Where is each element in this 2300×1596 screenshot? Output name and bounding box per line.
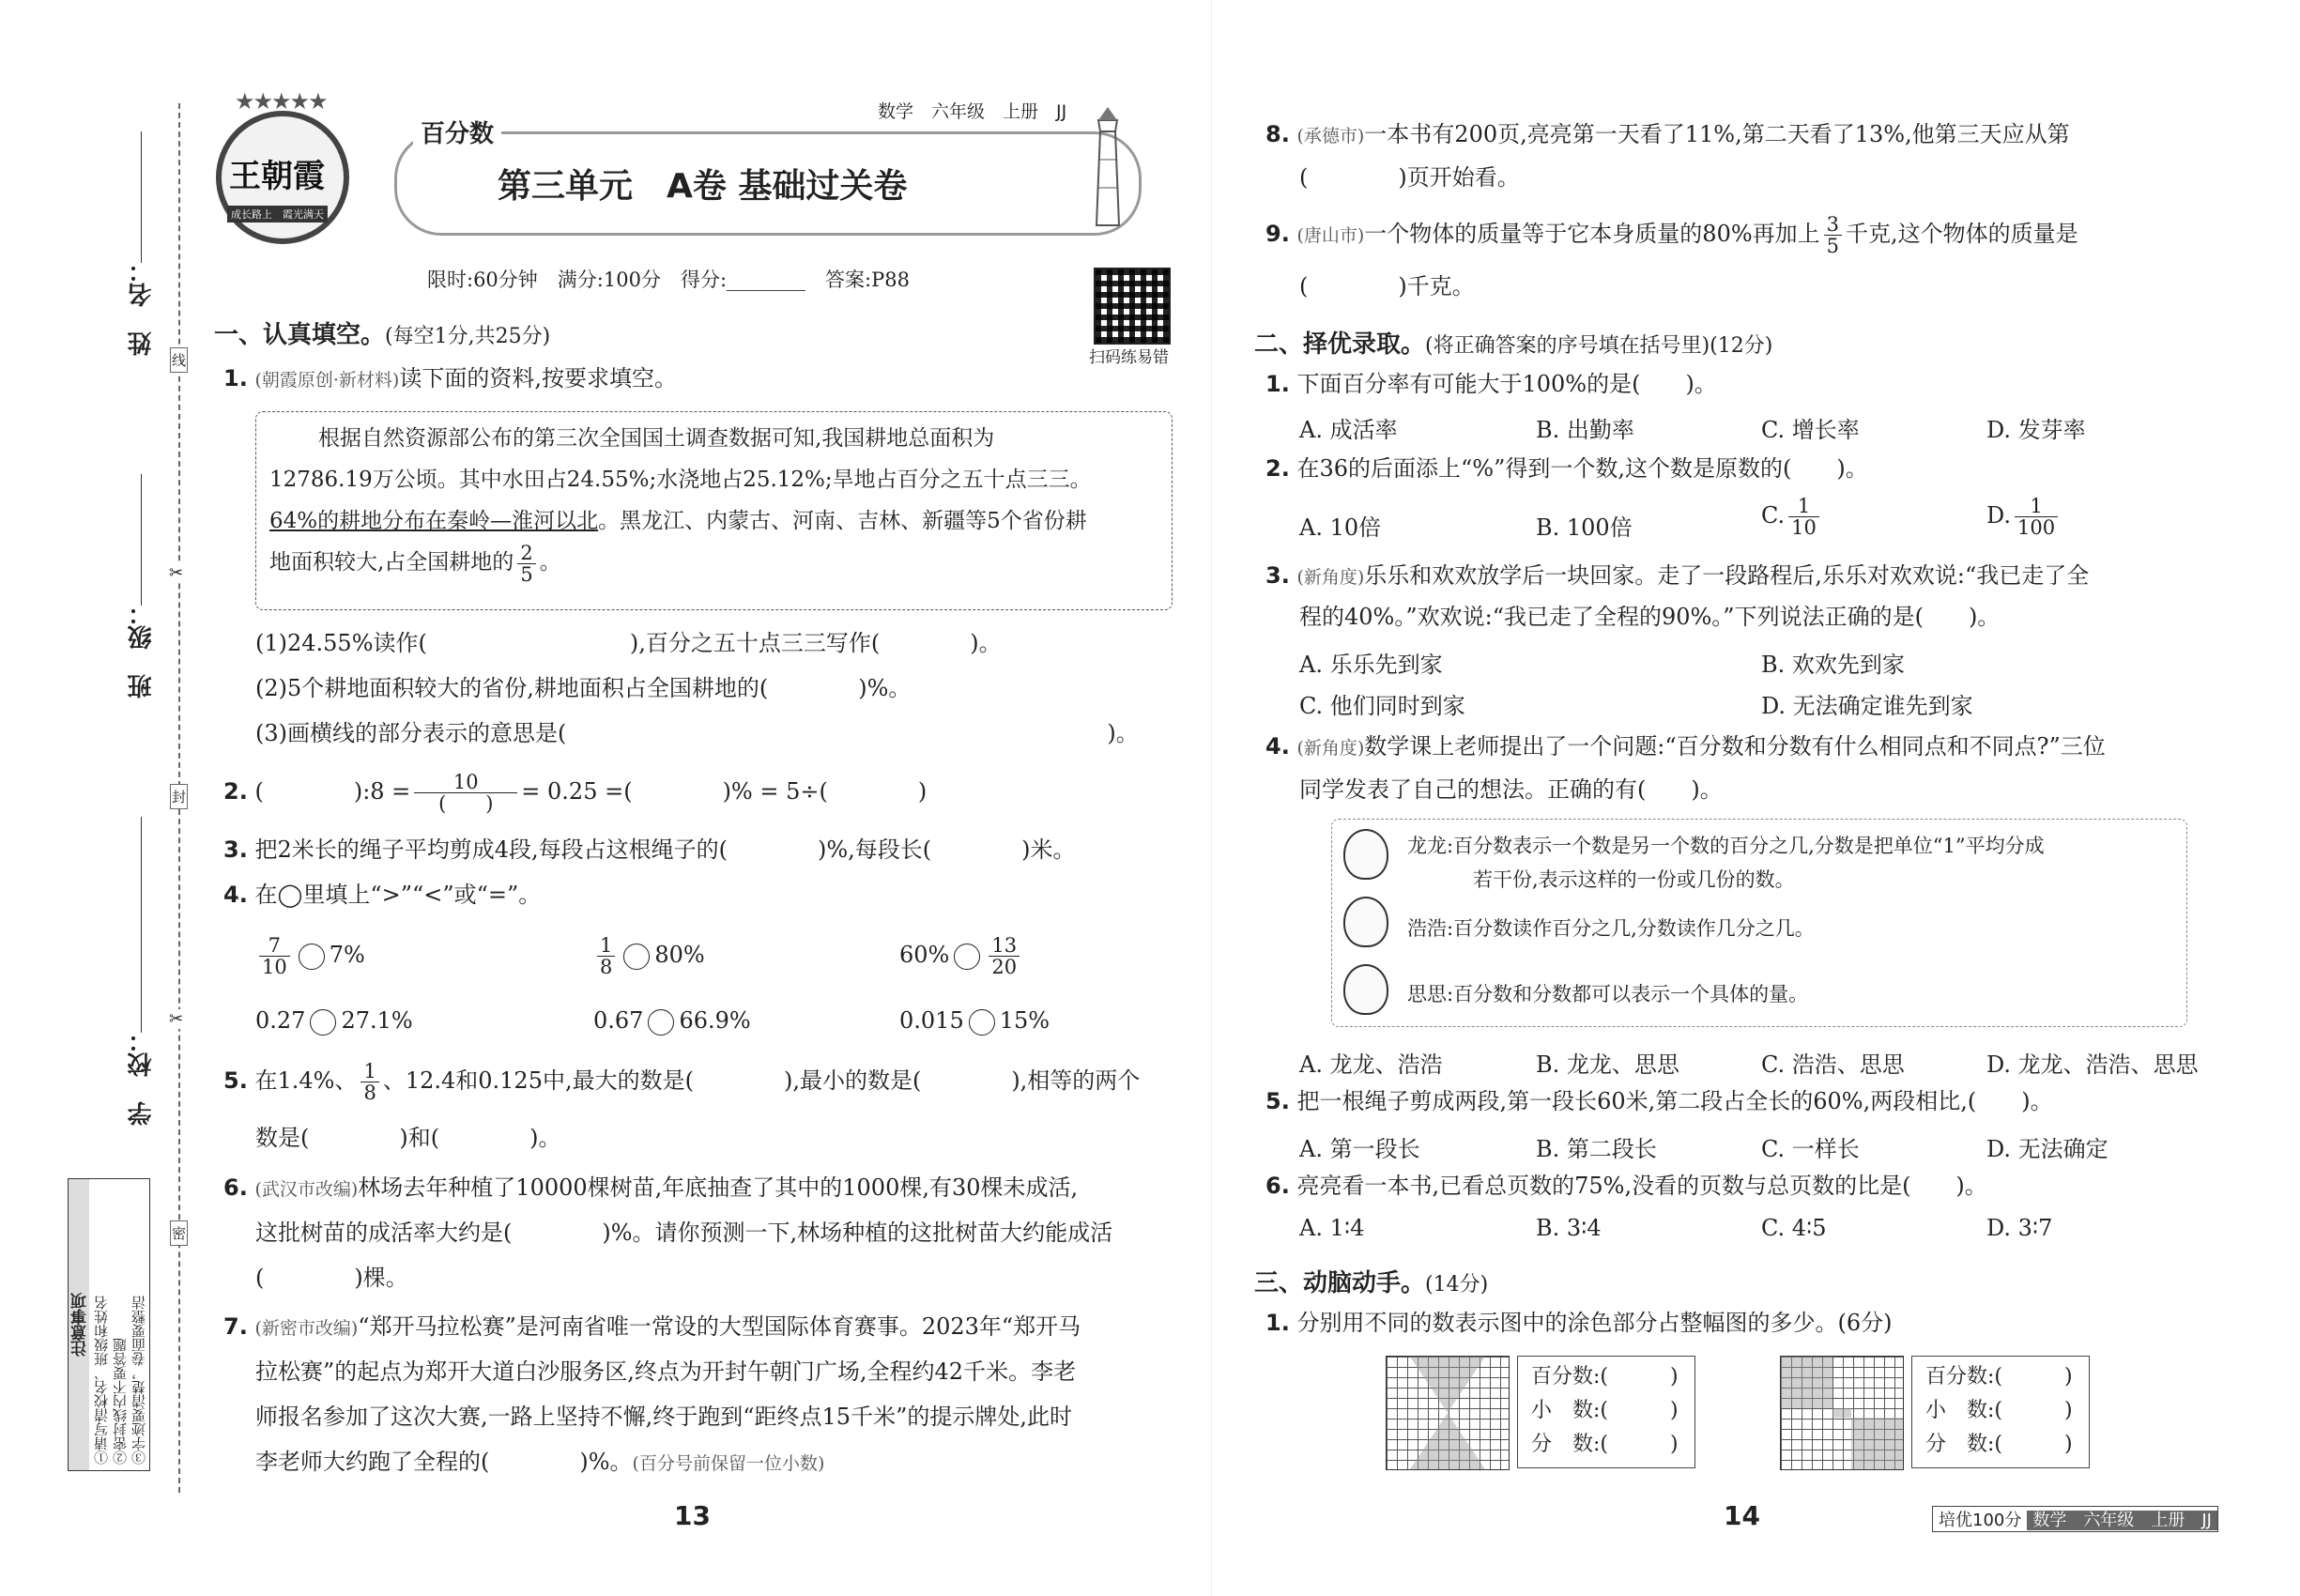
choice-6-option-c[interactable]: C. 4∶5 (1761, 1215, 1827, 1241)
choice-5-option-b[interactable]: B. 第二段长 (1536, 1136, 1657, 1162)
notice-item-2: ②密封线内不要答题 (112, 1338, 129, 1465)
choice-6-option-d[interactable]: D. 3∶7 (1986, 1215, 2053, 1241)
answer-box-1 (1517, 1356, 1695, 1468)
name-label: 姓 名： (128, 258, 156, 356)
question-7-line-4: 李老师大约跑了全程的( )%。(百分号前保留一位小数) (255, 1449, 825, 1475)
question-3: 3. 把2米长的绳子平均剪成4段,每段占这根绳子的( )%,每段长( )米。 (223, 836, 1076, 863)
brand-logo (216, 88, 349, 244)
question-1: 1. (朝霞原创·新材料)读下面的资料,按要求填空。 (223, 365, 677, 391)
question-5-line-2: 数是( )和( )。 (255, 1125, 561, 1151)
compare-1: $\frac{7}{10}$ 7% (255, 935, 365, 977)
compare-5: 0.67 66.9% (593, 1007, 751, 1034)
question-5: 5. 在1.4%、 $\frac{1}{8}$ 、12.4和0.125中,最大的数是( ),最小的数是( ),相等的两个 (223, 1060, 1141, 1104)
choice-2-option-b[interactable]: B. 100倍 (1536, 514, 1633, 541)
answer-box-2 (1911, 1356, 2090, 1468)
notice-box (68, 1178, 150, 1471)
question-7: 7. (新密市改编)“郑开马拉松赛”是河南省唯一常设的大型国际体育赛事。2023年“郑开马 (223, 1313, 1081, 1340)
cut-mark-secret: 密 (170, 1220, 188, 1246)
cut-mark-seal: 封 (170, 784, 188, 809)
choice-3-option-b[interactable]: B. 欢欢先到家 (1761, 652, 1905, 678)
choice-4: 4. (新角度)数学课上老师提出了一个问题:“百分数和分数有什么相同点和不同点?”三位 (1265, 733, 2106, 760)
question-6-line-2: 这批树苗的成活率大约是( )%。请你预测一下,林场种植的这批树苗大约能成活 (255, 1220, 1113, 1246)
school-label: 学 校： (128, 1028, 156, 1126)
choice-1-option-b[interactable]: B. 出勤率 (1536, 417, 1634, 443)
decimal-answer[interactable]: 小 数:( ) (1531, 1399, 1679, 1422)
statement-longlong: 龙龙:百分数表示一个数是另一个数的百分之几,分数是把单位“1”平均分成 (1407, 835, 2045, 857)
compare-3: 60% $\frac{13}{20}$ (899, 935, 1023, 977)
choice-3-option-d[interactable]: D. 无法确定谁先到家 (1761, 693, 1973, 719)
compare-circle[interactable] (969, 1009, 995, 1036)
choice-4-option-a[interactable]: A. 龙龙、浩浩 (1299, 1051, 1443, 1078)
avatar (1343, 897, 1388, 947)
compare-circle[interactable] (954, 944, 980, 970)
page-number-left: 13 (674, 1500, 711, 1531)
choice-3: 3. (新角度)乐乐和欢欢放学后一块回家。走了一段路程后,乐乐对欢欢说:“我已走了全 (1265, 562, 2090, 589)
choice-2: 2. 在36的后面添上“%”得到一个数,这个数是原数的( )。 (1265, 455, 1868, 482)
compare-circle[interactable] (623, 944, 650, 970)
class-line (141, 474, 142, 606)
notice-item-1: ①请写清校名、班级和姓名 (93, 1296, 110, 1465)
compare-circle[interactable] (310, 1009, 336, 1036)
choice-6-option-a[interactable]: A. 1∶4 (1299, 1215, 1365, 1241)
compare-2: $\frac{1}{8}$ 80% (593, 935, 705, 977)
page-number-right: 14 (1724, 1500, 1760, 1531)
passage-line-2: 12786.19万公顷。其中水田占24.55%;水浇地占25.12%;旱地占百分之五十点三三。 (269, 468, 1092, 492)
passage-line-1: 根据自然资源部公布的第三次全国国土调查数据可知,我国耕地总面积为 (318, 426, 995, 451)
class-label: 班 级： (128, 601, 156, 698)
compare-circle[interactable] (648, 1009, 674, 1036)
choice-1-option-c[interactable]: C. 增长率 (1761, 417, 1860, 443)
question-4: 4. 在◯里填上“>”“<”或“=”。 (223, 882, 542, 908)
brand-name: 王朝霞 (229, 158, 325, 195)
question-1-part-2: (2)5个耕地面积较大的省份,耕地面积占全国耕地的( )%。 (255, 675, 912, 701)
question-1-part-1: (1)24.55%读作( ),百分之五十点三三写作( )。 (255, 630, 1002, 656)
page-divider (1211, 0, 1212, 1596)
star-icon: ★★★★★ (235, 88, 327, 115)
fraction: $\frac{2}{5}$ (517, 543, 535, 585)
page-title: 第三单元 A卷 基础过关卷 (498, 167, 908, 206)
statement-longlong-cont: 若干份,表示这样的一份或几份的数。 (1473, 868, 1795, 891)
choice-5-option-a[interactable]: A. 第一段长 (1299, 1136, 1420, 1162)
notice-title: 注意事项 (69, 1179, 89, 1470)
passage-line-4: 地面积较大,占全国耕地的 $\frac{2}{5}$ 。 (269, 541, 561, 586)
hands-on-1: 1. 分别用不同的数表示图中的涂色部分占整幅图的多少。(6分) (1265, 1310, 1893, 1336)
brand-tag: 成长路上 霞光满天 (227, 206, 328, 223)
scissors-icon: ✂ (169, 563, 184, 583)
choice-2-option-d[interactable]: D. $\frac{1}{100}$ (1986, 496, 2062, 538)
question-7-line-2: 拉松赛”的起点为郑开大道白沙服务区,终点为开封午朝门广场,全程约42千米。李老 (255, 1358, 1077, 1385)
choice-6: 6. 亮亮看一本书,已看总页数的75%,没看的页数与总页数的比是( )。 (1265, 1173, 1987, 1199)
choice-5-option-c[interactable]: C. 一样长 (1761, 1136, 1860, 1162)
cut-mark-line: 线 (170, 347, 188, 373)
question-8: 8. (承德市)一本书有200页,亮亮第一天看了11%,第二天看了13%,他第三天应从第 (1265, 121, 2070, 147)
shaded-grid-2 (1780, 1356, 1904, 1470)
choice-1: 1. 下面百分率有可能大于100%的是( )。 (1265, 371, 1717, 397)
choice-4-line-2: 同学发表了自己的想法。正确的有( )。 (1299, 776, 1723, 803)
fraction: $\frac{10}{( )}$ (414, 772, 517, 814)
question-7-line-3: 师报名参加了这次大赛,一路上坚持不懈,终于跑到“距终点15千米”的提示牌处,此时 (255, 1404, 1072, 1430)
question-6: 6. (武汉市改编)林场去年种植了10000棵树苗,年底抽查了其中的1000棵,有30棵未成活, (223, 1174, 1079, 1201)
statement-sisi: 思思:百分数和分数都可以表示一个具体的量。 (1407, 983, 1809, 1005)
choice-6-option-b[interactable]: B. 3∶4 (1536, 1215, 1602, 1241)
choice-2-option-c[interactable]: C. $\frac{1}{10}$ (1761, 496, 1823, 538)
question-9: 9. (唐山市)一个物体的质量等于它本身质量的80%再加上 $\frac{3}{5}$ 千克,这个物体的质量是 (1265, 213, 2078, 257)
qr-code (1094, 268, 1171, 345)
question-1-part-3: (3)画横线的部分表示的意思是( )。 (255, 720, 1139, 746)
reading-passage (255, 411, 1173, 610)
choice-2-option-a[interactable]: A. 10倍 (1299, 514, 1382, 541)
avatar (1343, 964, 1388, 1015)
choice-3-option-a[interactable]: A. 乐乐先到家 (1299, 652, 1443, 678)
series-label: 百分数 (413, 115, 501, 149)
section-3-title: 三、动脑动手。(14分) (1254, 1269, 1489, 1297)
scissors-icon: ✂ (169, 1009, 184, 1029)
question-2: 2. ( ):8 = $\frac{10}{( )}$ = 0.25 =( )% = 5÷( ) (223, 771, 928, 815)
name-line (141, 131, 142, 263)
fraction-answer[interactable]: 分 数:( ) (1925, 1433, 2073, 1456)
dialogue-box (1331, 819, 2187, 1027)
exam-info: 限时:60分钟 满分:100分 得分:________ 答案:P88 (427, 269, 910, 291)
avatar (1343, 829, 1388, 880)
choice-1-option-a[interactable]: A. 成活率 (1299, 417, 1398, 443)
choice-4-option-b[interactable]: B. 龙龙、思思 (1536, 1051, 1679, 1078)
choice-3-option-c[interactable]: C. 他们同时到家 (1299, 693, 1465, 719)
percent-answer[interactable]: 百分数:( ) (1531, 1365, 1679, 1389)
underlined-text: 64%的耕地分布在秦岭—淮河以北 (269, 509, 599, 533)
question-6-line-3: ( )棵。 (255, 1265, 408, 1291)
compare-4: 0.27 27.1% (255, 1007, 413, 1034)
compare-6: 0.015 15% (899, 1007, 1050, 1034)
fraction-answer[interactable]: 分 数:( ) (1531, 1433, 1679, 1456)
choice-4-option-c[interactable]: C. 浩浩、思思 (1761, 1051, 1905, 1078)
passage-line-3: 64%的耕地分布在秦岭—淮河以北。黑龙江、内蒙古、河南、吉林、新疆等5个省份耕 (269, 509, 1087, 533)
section-2-title: 二、择优录取。(将正确答案的序号填在括号里)(12分) (1254, 330, 1773, 359)
section-1-title: 一、认真填空。(每空1分,共25分) (214, 321, 551, 349)
footer-meta: 数学 六年级 上册 JJ (2027, 1511, 2217, 1530)
footer-badge (1932, 1506, 2218, 1532)
question-9-line-2: ( )千克。 (1299, 273, 1475, 299)
notice-item-3: ③字迹要清楚，卷面要整洁 (130, 1296, 147, 1465)
shaded-grid-1 (1386, 1356, 1510, 1470)
question-8-line-2: ( )页开始看。 (1299, 164, 1520, 191)
percent-answer[interactable]: 百分数:( ) (1925, 1365, 2073, 1389)
book-meta: 数学 六年级 上册 JJ (878, 101, 1067, 122)
decimal-answer[interactable]: 小 数:( ) (1925, 1399, 2073, 1422)
choice-4-option-d[interactable]: D. 龙龙、浩浩、思思 (1986, 1051, 2199, 1078)
choice-1-option-d[interactable]: D. 发芽率 (1986, 417, 2086, 443)
choice-5: 5. 把一根绳子剪成两段,第一段长60米,第二段占全长的60%,两段相比,( )。 (1265, 1088, 2053, 1114)
choice-3-line-2: 程的40%。”欢欢说:“我已走了全程的90%。”下列说法正确的是( )。 (1299, 604, 2001, 630)
statement-haohao: 浩浩:百分数读作百分之几,分数读作几分之几。 (1407, 917, 1815, 940)
compare-circle[interactable] (299, 944, 325, 970)
school-line (141, 817, 142, 1033)
footer-brand: 培优100分 (1939, 1511, 2022, 1530)
lighthouse-icon (1089, 103, 1117, 225)
qr-caption: 扫码练易错 (1089, 348, 1169, 367)
choice-5-option-d[interactable]: D. 无法确定 (1986, 1136, 2108, 1162)
